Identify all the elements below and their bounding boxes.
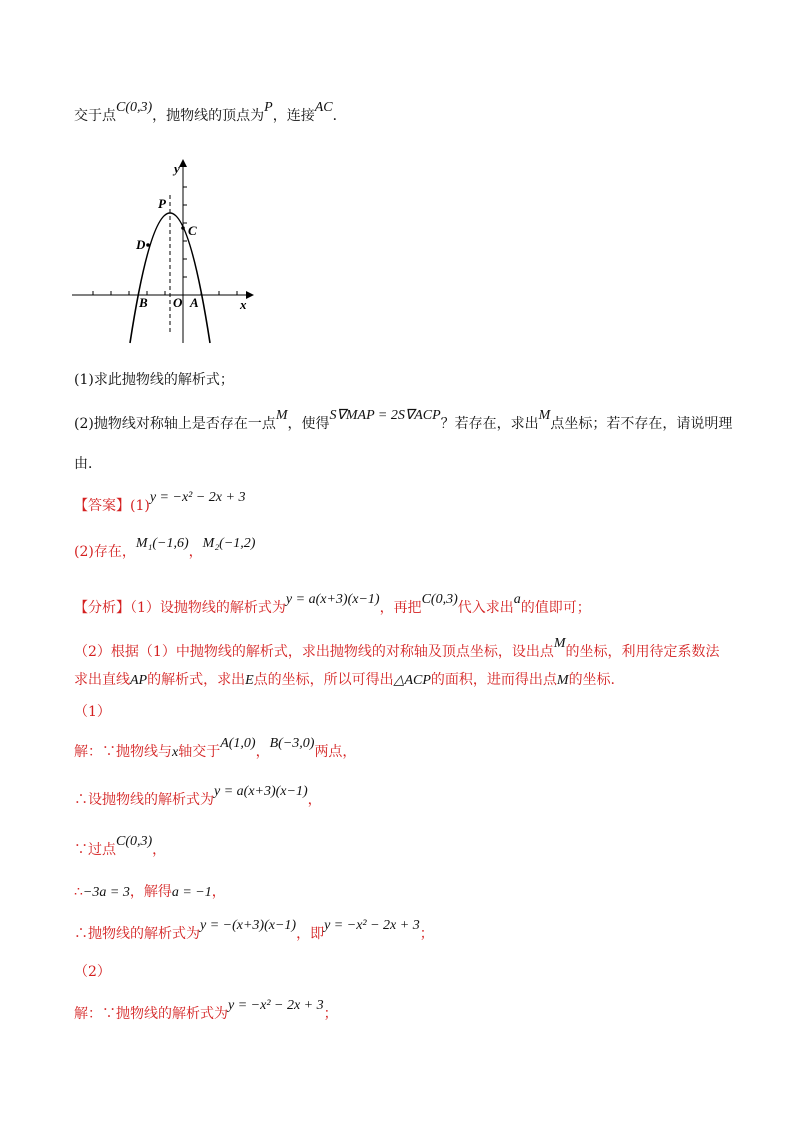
s5-eq: y = −(x+3)(x−1): [200, 918, 297, 933]
s1-a: 解：∵抛物线与: [74, 744, 172, 760]
analysis-l3-a: 求出直线: [74, 672, 130, 688]
solution-line-4: [74, 882, 226, 903]
label-o: O: [173, 295, 183, 310]
s5-b: ，即: [296, 926, 325, 942]
answer-part1-eq: y = −x² − 2x + 3: [149, 490, 246, 505]
solution-part1-heading: （1）: [74, 704, 111, 720]
s2-eq: y = a(x+3)(x−1): [214, 784, 308, 799]
x-axis-arrow: [246, 291, 254, 299]
intro-line: [74, 100, 347, 127]
s1-sep: ，: [255, 744, 270, 760]
s1-point-a: A(1,0): [220, 736, 256, 751]
s1-point-b: B(−3,0): [269, 736, 315, 751]
analysis-l2: （2）根据（1）中抛物线的解析式，求出抛物线的对称轴及顶点坐标，设出点: [74, 644, 554, 660]
parabola-graph: [70, 155, 270, 355]
answer-line-2: [74, 536, 256, 563]
segment-label: AC: [314, 100, 333, 115]
analysis-l3-b: 的解析式，求出: [147, 672, 246, 688]
label-c: C: [188, 223, 197, 238]
point-d: [146, 243, 150, 247]
solution-line-1: [74, 736, 357, 763]
answer-part2-prefix: (2)存在，: [74, 544, 136, 560]
question-2-wrap: 由．: [74, 456, 102, 472]
answer-m1: M₁(−1,6): [135, 536, 189, 551]
solution-line-5: [74, 918, 434, 945]
analysis-line-1: [74, 592, 591, 619]
analysis-l1-a-var: a: [513, 592, 521, 607]
solution-line-6: [74, 998, 338, 1025]
s5-end: ；: [419, 926, 434, 942]
q2-area-eq: S∇MAP = 2S∇ACP: [329, 408, 441, 423]
solution-part2-heading: （2）: [74, 964, 111, 980]
q2-mid2: ？若存在，求出: [440, 416, 539, 432]
analysis-l1-a: （1）设抛物线的解析式为: [130, 600, 286, 616]
answer-part1-prefix: (1): [130, 498, 150, 514]
intro-mid2: ，连接: [272, 108, 315, 124]
s3-c: C(0,3): [116, 834, 153, 849]
analysis-l1-c: C(0,3): [421, 592, 458, 607]
solution-line-3: [74, 834, 167, 861]
analysis-l3-d: 的面积，进而得出点: [430, 672, 557, 688]
label-d: D: [136, 237, 146, 252]
question-1: (1)求此抛物线的解析式；: [74, 372, 234, 388]
label-p: P: [158, 196, 166, 211]
y-axis-arrow: [179, 159, 187, 167]
q2-m2: M: [538, 408, 551, 423]
analysis-l3-c: 点的坐标，所以可得出: [253, 672, 394, 688]
point-c: [181, 226, 185, 230]
x-ticks: [93, 291, 237, 295]
analysis-l1-e: 的值即可；: [520, 600, 591, 616]
point-c-label: C(0,3): [116, 100, 153, 115]
vertex-label: P: [264, 100, 273, 115]
s4-eq: −3a = 3: [82, 885, 130, 900]
analysis-line-2: [74, 636, 720, 663]
s4-end: ，: [211, 884, 226, 900]
q2-m: M: [275, 408, 288, 423]
s3-end: ，: [152, 842, 167, 858]
analysis-label: 【分析】: [74, 600, 130, 616]
s1-b: 轴交于: [178, 744, 221, 760]
s5-a: ∴抛物线的解析式为: [74, 926, 200, 942]
x-axis-label: x: [240, 297, 247, 312]
s2-a: ∴设抛物线的解析式为: [74, 792, 214, 808]
answer-label: 【答案】: [74, 498, 130, 514]
label-b: B: [139, 295, 148, 310]
intro-end: ．: [332, 108, 347, 124]
answer-m2: M₂(−1,2): [202, 536, 256, 551]
q2-mid: ，使得: [287, 416, 330, 432]
intro-mid: ，抛物线的顶点为: [152, 108, 265, 124]
s6-a: 解：∵抛物线的解析式为: [74, 1006, 228, 1022]
analysis-l1-eq: y = a(x+3)(x−1): [285, 592, 380, 607]
solution-line-2: [74, 784, 322, 811]
s4-b: ，解得: [129, 884, 172, 900]
q2-end: 点坐标；若不存在，请说明理: [550, 416, 733, 432]
s4-res: a = −1: [171, 885, 212, 900]
s3-a: ∵过点: [74, 842, 116, 858]
analysis-l3-e: E: [245, 673, 254, 688]
answer-sep: ，: [188, 544, 203, 560]
analysis-l2-end: 的坐标，利用待定系数法: [565, 644, 720, 660]
s6-eq: y = −x² − 2x + 3: [228, 998, 324, 1013]
analysis-l3-ap: AP: [130, 673, 148, 688]
s2-end: ，: [307, 792, 322, 808]
q2-prefix: (2)抛物线对称轴上是否存在一点: [74, 416, 276, 432]
analysis-l3-m: M: [556, 673, 569, 688]
y-axis-label: y: [174, 161, 180, 176]
analysis-l2-m: M: [553, 636, 566, 651]
analysis-l1-d: 代入求出: [457, 600, 514, 616]
s4-a: ∴: [74, 884, 83, 900]
analysis-l3-end: 的坐标.: [568, 672, 616, 688]
question-2: [74, 408, 733, 435]
s6-end: ；: [323, 1006, 338, 1022]
intro-prefix: 交于点: [74, 108, 116, 124]
analysis-l1-b: ，再把: [379, 600, 422, 616]
label-a: A: [190, 295, 199, 310]
analysis-l3-tri: △ACP: [393, 673, 431, 688]
answer-line-1: [74, 490, 246, 517]
s1-x: x: [172, 745, 179, 760]
s5-eq2: y = −x² − 2x + 3: [324, 918, 420, 933]
s1-c: 两点，: [314, 744, 357, 760]
analysis-line-3: [74, 670, 615, 691]
